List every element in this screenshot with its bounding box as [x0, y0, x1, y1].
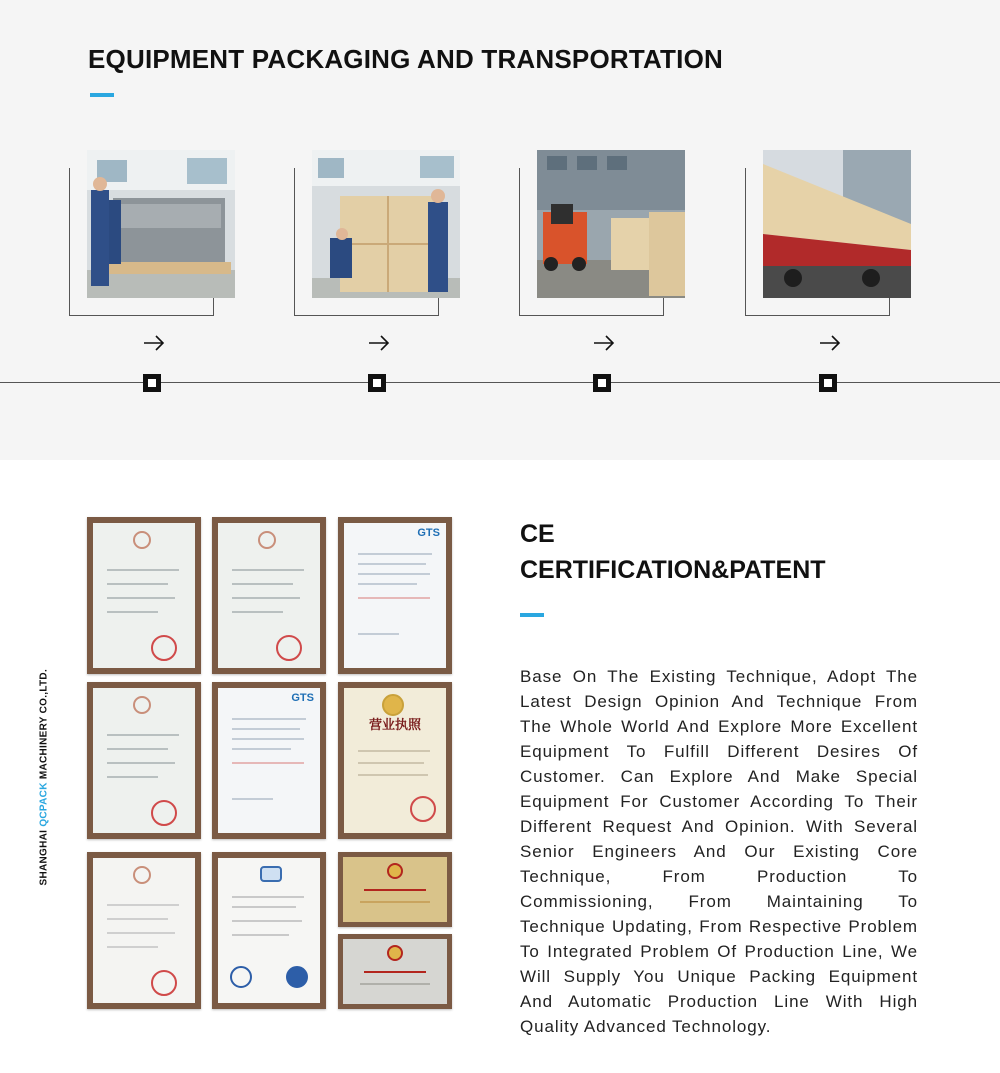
- design-patent-certificate-image: [212, 517, 326, 674]
- certification-body-text: Base On The Existing Technique, Adopt The Latest Design Opinion And Technique From The Whole World And Explore More Excellent Equipment To Fulfill Different Desires Of Customer. Can Explore And Make Special Equipment For Customer According To Their Different Request And Opinion. With Several Senior Engineers And Our Existing Core Technique, From Production To Commissioning, From Maintaining To Technique Updating, From Respective Problem To Integrated Problem Of Production Line, We Will Supply You Unique Packing Equipment And Automatic Production Line With High Quality Advanced Technology.: [520, 667, 918, 1036]
- certification-heading-line2: CERTIFICATION&PATENT: [520, 556, 826, 584]
- crates-on-truck-photo: [763, 150, 911, 298]
- gts-logo-label: GTS: [291, 692, 314, 704]
- company-name-suffix: MACHINERY CO.,LTD.: [38, 668, 50, 783]
- timeline-node-icon: [819, 374, 837, 392]
- gold-brand-award-image: [338, 852, 452, 927]
- packaging-step-1: [87, 150, 313, 400]
- business-license-image: [338, 682, 452, 839]
- heading-accent-bar: [520, 613, 544, 617]
- photo-frame-corner: [438, 298, 439, 316]
- workers-crating-machine-photo: [312, 150, 460, 298]
- gts-ce-certificate-image: [338, 517, 452, 674]
- timeline-node-icon: [368, 374, 386, 392]
- certification-section: [0, 460, 1000, 1073]
- packaging-section: [0, 0, 1000, 460]
- photo-frame-corner: [213, 298, 214, 316]
- workers-wrapping-machine-photo: [87, 150, 235, 298]
- packaging-step-4: [763, 150, 989, 400]
- company-name-brand: QCPACK: [38, 782, 50, 827]
- photo-frame-corner: [663, 298, 664, 316]
- timeline-node-icon: [593, 374, 611, 392]
- packaging-title: EQUIPMENT PACKAGING AND TRANSPORTATION: [88, 44, 723, 74]
- company-name-prefix: SHANGHAI: [38, 826, 50, 886]
- forklift-loading-crate-photo: [537, 150, 685, 298]
- photo-frame-corner: [889, 298, 890, 316]
- utility-patent-certificate-image: [87, 517, 201, 674]
- gts-logo-label: GTS: [417, 527, 440, 539]
- timeline-node-icon: [143, 374, 161, 392]
- company-vertical-label: [34, 668, 50, 890]
- packaging-step-3: [537, 150, 763, 400]
- arrow-right-icon: [143, 332, 165, 354]
- packaging-step-2: [312, 150, 538, 400]
- utility-patent-certificate-image: [87, 852, 201, 1009]
- arrow-right-icon: [819, 332, 841, 354]
- utility-patent-certificate-image: [87, 682, 201, 839]
- gts-ce-certificate-image: [212, 682, 326, 839]
- title-accent-bar: [90, 93, 114, 97]
- silver-brand-award-image: [338, 934, 452, 1009]
- certification-heading: [520, 516, 826, 588]
- quality-management-certificate-image: [212, 852, 326, 1009]
- business-license-title: 营业执照: [368, 718, 421, 733]
- arrow-right-icon: [593, 332, 615, 354]
- arrow-right-icon: [368, 332, 390, 354]
- certification-heading-line1: CE: [520, 520, 555, 548]
